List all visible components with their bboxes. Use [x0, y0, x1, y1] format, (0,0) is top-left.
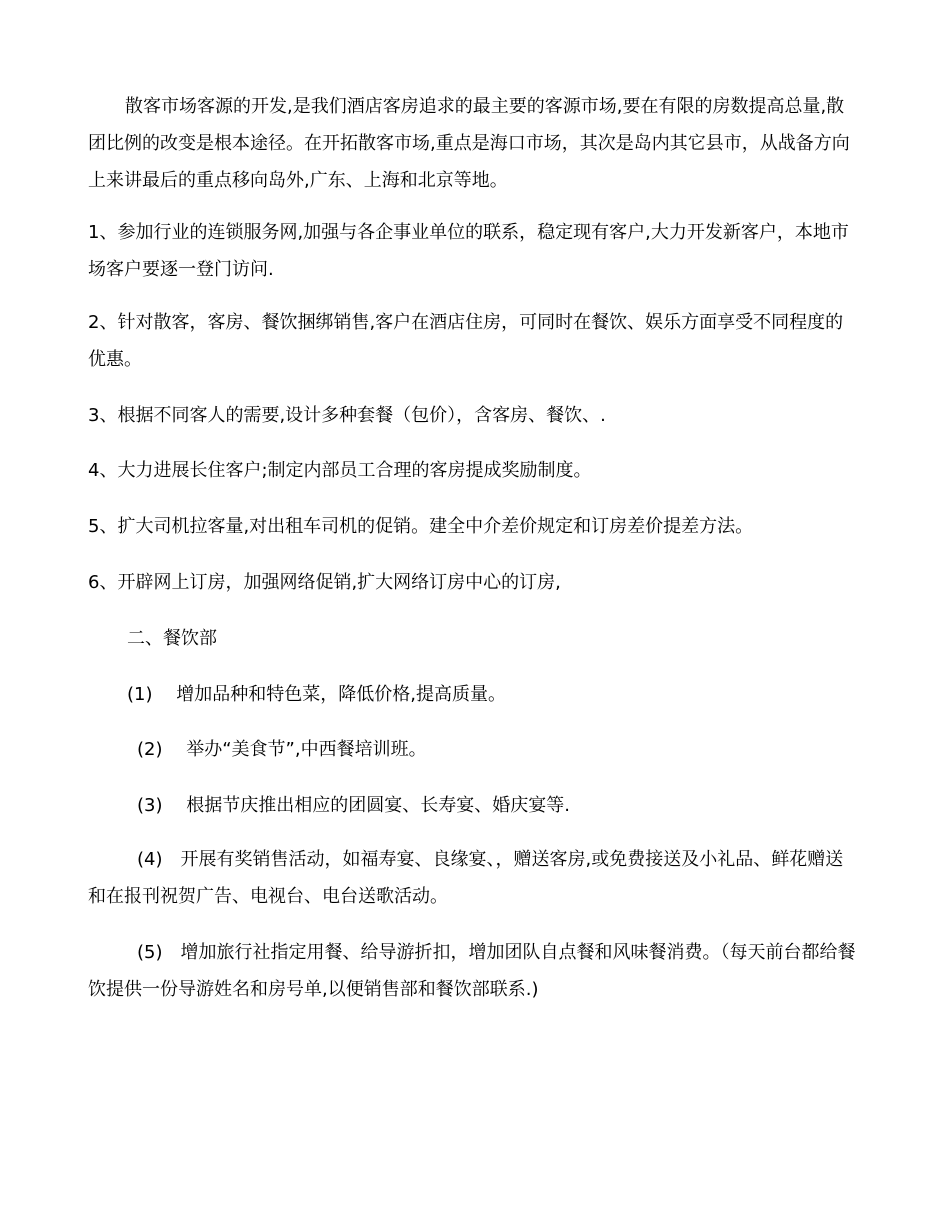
- section-heading-food-beverage: 二、餐饮部: [127, 628, 217, 649]
- paragraph-fb-item-4: (4) 开展有奖销售活动，如福寿宴、良缘宴、，赠送客房,或免费接送及小礼品、鲜花赠送和在报刊祝贺广告、电视台、电台送歌活动。: [88, 849, 844, 907]
- paragraph-fb-item-5: (5) 增加旅行社指定用餐、给导游折扣，增加团队自点餐和风味餐消费。（每天前台都给餐饮提供一份导游姓名和房号单,以便销售部和餐饮部联系.): [88, 942, 856, 1000]
- paragraph-item-2: 2、针对散客，客房、餐饮捆绑销售,客户在酒店住房，可同时在餐饮、娱乐方面享受不同程度的优惠。: [88, 312, 844, 370]
- paragraph-item-1: 1、参加行业的连锁服务网,加强与各企事业单位的联系，稳定现有客户,大力开发新客户，本地市场客户要逐一登门访问.: [88, 222, 849, 280]
- paragraph-item-4: 4、大力进展长住客户;制定内部员工合理的客房提成奖励制度。: [88, 460, 592, 481]
- paragraph-item-3: 3、根据不同客人的需要,设计多种套餐（包价），含客房、餐饮、.: [88, 405, 606, 426]
- paragraph-item-5: 5、扩大司机拉客量,对出租车司机的促销。建全中介差价规定和订房差价提差方法。: [88, 516, 754, 537]
- paragraph-intro-individual-guests: 散客市场客源的开发,是我们酒店客房追求的最主要的客源市场,要在有限的房数提高总量,散团比例的改变是根本途径。在开拓散客市场,重点是海口市场，其次是岛内其它县市，从战备方向上来讲最后的重点移向岛外,广东、上海和北京等地。: [88, 96, 850, 191]
- paragraph-fb-item-3: (3) 根据节庆推出相应的团圆宴、长寿宴、婚庆宴等.: [137, 795, 570, 816]
- paragraph-fb-item-2: (2) 举办“美食节”,中西餐培训班。: [137, 739, 427, 760]
- paragraph-fb-item-1: (1) 增加品种和特色菜，降低价格,提高质量。: [127, 684, 506, 705]
- paragraph-item-6: 6、开辟网上订房，加强网络促销,扩大网络订房中心的订房,: [88, 572, 561, 593]
